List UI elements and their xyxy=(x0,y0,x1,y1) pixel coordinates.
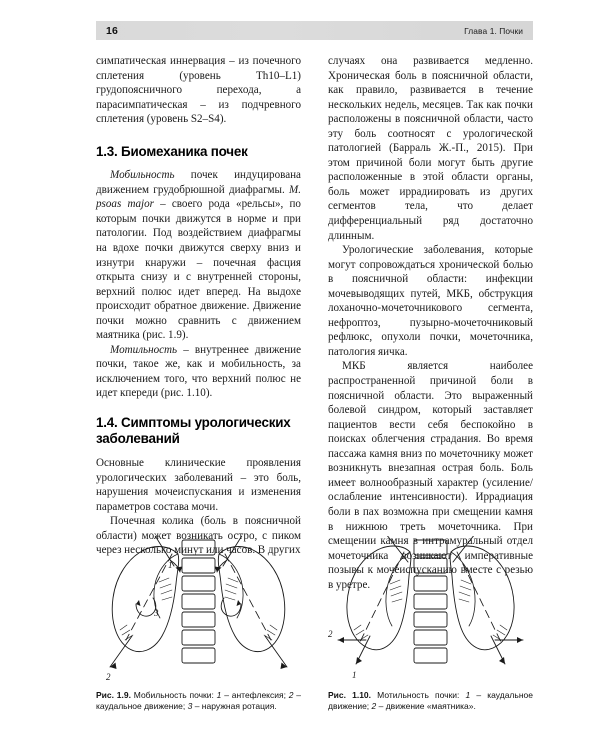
figure-1-10-caption xyxy=(328,690,533,713)
term-motilnost: Мотильность xyxy=(110,343,178,356)
figure-1-9-caption xyxy=(96,690,301,713)
paragraph-urologicheskie: Урологические заболевания, которые могут сопровождаться хронической болью в поясничной области: инфекции мочевыводящих путей, МКБ, обструкция лоханочно-мочеточникового сегмента, нефроптоз, пузырно-мочеточниковый рефлюкс, опухоли почки, мочеточника, патология яичка. xyxy=(328,244,533,358)
heading-section-1-4: 1.4. Симптомы урологических заболеваний xyxy=(96,414,291,447)
figure-1-9-artwork xyxy=(96,536,301,684)
kidney-right-shape xyxy=(450,546,514,650)
paragraph-sluchayah: случаях она развивается медленно. Хроническая боль в поясничной области, как правило, развивается в течение нескольких недель, месяцев. Так как почки расположены в поясничной области, часто эту боль соотносят с урологической патологией (Барраль Ж.-П., 2015). При этом причиной боли могут быть другие расположенные в этой области органы, боль может иррадиировать из других сегментов тела, что делает дифференциальный ряд достаточно длинным. xyxy=(328,55,533,242)
kidney-right-shape xyxy=(218,547,284,652)
heading-section-1-3: 1.3. Биомеханика почек xyxy=(96,143,248,159)
kidney-left-hatching xyxy=(120,578,172,640)
arrowheads xyxy=(338,637,523,664)
kidney-left-shape xyxy=(347,546,411,650)
figure-1-9 xyxy=(96,536,301,713)
annotation-1: 1 xyxy=(168,560,173,570)
figure-row xyxy=(96,536,533,741)
text-mobilnost-tail: – своего рода «рельсы», по которым почки движутся в норме и при патологии. Под воздействием диафрагмы на вдохе почки движутся сверху вниз и изнутри кнаружи – почечная фасция открыта снизу и с внутренней стороны, верхний полюс идет вперед. На выдохе происходит обратное движение. Движение почки можно сравнить с движением маятника (рис. 1.9). xyxy=(96,198,301,342)
figure-1-9-label: Рис. 1.9. xyxy=(96,690,131,700)
paragraph-mobilnost xyxy=(96,168,301,343)
term-psoas-major: M. psoas major xyxy=(96,183,301,211)
paragraph-motilnost xyxy=(96,343,301,401)
text-motilnost-rest: – внутреннее движение почки, такое же, как и мобильность, за исключением того, что верхний полюс не идет кпереди (рис. 1.10). xyxy=(96,343,301,400)
paragraph-osnovnye: Основные клинические проявления урологических заболеваний – это боль, нарушения мочеиспускания и изменения параметров состава мочи. xyxy=(96,456,301,513)
leader-line-right xyxy=(223,536,243,566)
paragraph-mkb: МКБ является наиболее распространенной причиной боли в поясничной области. Это выраженный болевой синдром, который заставляет пациентов вести себя беспокойно в поисках облегчения страдания. Во время пассажа камня вниз по мочеточнику может возникнуть внезапная острая боль. Боль имеет волнообразный характер (усиление/ослабление интенсивности). Иррадиация боли в пах возможна при смещении камня в нижнюю треть мочеточника. При смещении камня в интрамуральный отдел мочеточника возникают императивные позывы к мочеиспусканию вместе с резью в уретре. xyxy=(328,360,533,591)
paragraph-kolika: Почечная колика (боль в поясничной области) может возникать остро, с пиком через несколько минут или часов. В других xyxy=(96,515,301,557)
paragraph-continued: симпатическая иннервация – из почечного сплетения (уровень Th10–L1) грудопоясничного перехода, а парасимпатическая – из подчревного сплетения (уровень S2–S4). xyxy=(96,55,301,126)
vertebral-column xyxy=(414,540,447,663)
page-number: 16 xyxy=(106,24,119,37)
annotation-2: 2 xyxy=(106,672,111,682)
left-text-column xyxy=(96,54,301,558)
annotation-1: 1 xyxy=(352,670,357,680)
vertebral-column xyxy=(182,540,215,663)
kidney-right-hatching xyxy=(225,578,277,640)
leader-line-upper-right xyxy=(453,536,475,562)
right-text-column xyxy=(328,54,533,592)
annotation-3: 3 xyxy=(154,608,159,618)
annotation-2: 2 xyxy=(328,629,333,639)
text-mobilnost-rest: почек индуцирована движением грудобрюшной диафрагмы. xyxy=(96,169,301,196)
leader-line-upper-left xyxy=(386,536,408,562)
running-head xyxy=(96,21,533,40)
kidney-axis-lines xyxy=(360,552,501,642)
figure-1-10-label: Рис. 1.10. xyxy=(328,690,372,700)
arrowheads xyxy=(110,567,287,670)
kidney-left-hatching xyxy=(354,580,402,640)
figure-1-10-artwork xyxy=(328,536,533,684)
term-mobilnost: Мобильность xyxy=(110,169,175,182)
figure-1-9-caption-text: Мобильность почки: 1 – антефлексия; 2 – каудальное движение; 3 – наружная ротация. xyxy=(96,690,302,712)
chapter-title: Глава 1. Почки xyxy=(464,25,523,36)
figure-1-10-caption-text: Мотильность почки: 1 – каудальное движение; 2 – движение «маятника». xyxy=(328,690,533,712)
kidney-right-hatching xyxy=(459,580,507,640)
figure-1-10 xyxy=(328,536,533,713)
